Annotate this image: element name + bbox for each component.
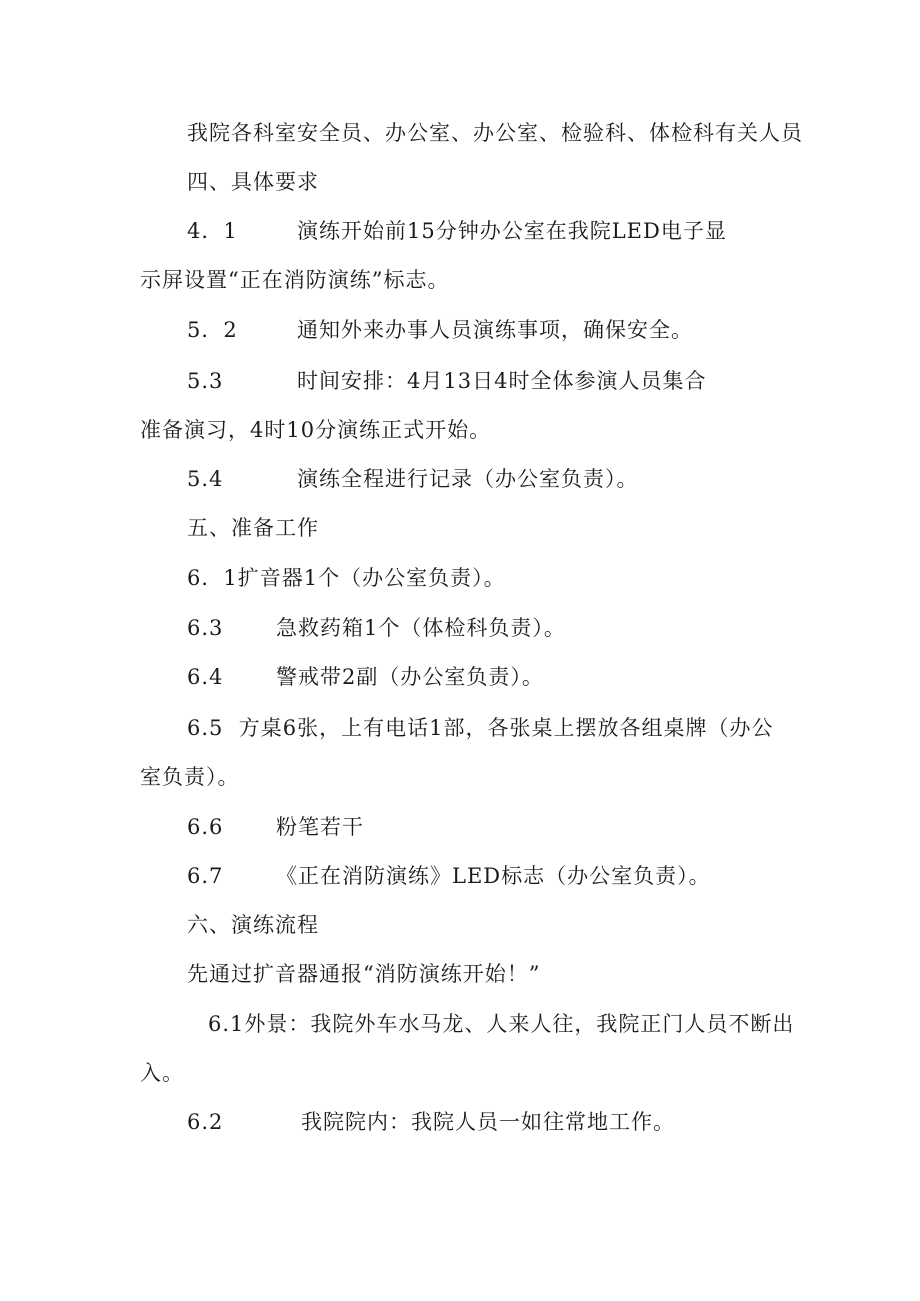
- participants-text: 我院各科室安全员、办公室、办公室、检验科、体检科有关人员: [187, 121, 803, 145]
- section-heading-6: [187, 911, 319, 939]
- section-heading-5-text: 五、准备工作: [187, 516, 319, 540]
- item-6-3-number: 6.3: [187, 616, 224, 640]
- item-6-5-continuation: [140, 763, 240, 791]
- item-6-4-number: 6.4: [187, 665, 224, 689]
- drill-start-text: 先通过扩音器通报“消防演练开始！”: [187, 962, 541, 986]
- item-5-3-continuation: [140, 416, 491, 444]
- step-6-2-text: 我院院内：我院人员一如往常地工作。: [301, 1110, 675, 1134]
- item-6-6-prep: [187, 813, 364, 841]
- item-6-5-text: 6.5 方桌6张，上有电话1部，各张桌上摆放各组桌牌（办公: [187, 716, 774, 740]
- item-6-1-prep-text: 6．1扩音器1个（办公室负责）。: [187, 566, 506, 590]
- item-5-4-text: 演练全程进行记录（办公室负责）。: [297, 467, 639, 491]
- item-4-1-text: 演练开始前15分钟办公室在我院LED电子显: [297, 219, 727, 243]
- item-6-1-prep: [187, 564, 506, 592]
- item-5-2: [187, 316, 693, 344]
- item-5-3: [187, 367, 706, 395]
- item-6-5-continuation-text: 室负责）。: [140, 765, 240, 789]
- step-6-2: [187, 1108, 675, 1136]
- step-6-2-number: 6.2: [187, 1110, 224, 1134]
- item-5-4: [187, 465, 639, 493]
- step-6-1-continuation: [140, 1059, 184, 1087]
- item-6-7-number: 6.7: [187, 864, 224, 888]
- item-6-4-text: 警戒带2副（办公室负责）。: [276, 665, 544, 689]
- item-4-1-continuation: [140, 266, 449, 294]
- item-5-4-number: 5.4: [187, 467, 224, 491]
- item-5-3-continuation-text: 准备演习，4时10分演练正式开始。: [140, 418, 492, 442]
- item-6-6-number: 6.6: [187, 815, 224, 839]
- item-5-2-number: 5．2: [187, 318, 238, 342]
- item-6-7-prep: [187, 862, 711, 890]
- step-6-1-continuation-text: 入。: [140, 1061, 184, 1085]
- item-5-2-text: 通知外来办事人员演练事项，确保安全。: [297, 318, 693, 342]
- section-heading-4: [187, 168, 319, 196]
- item-5-3-number: 5.3: [187, 369, 224, 393]
- step-6-1-text: 6.1外景：我院外车水马龙、人来人往，我院正门人员不断出: [208, 1012, 795, 1036]
- item-6-5-prep: [187, 714, 773, 742]
- drill-start-line: [187, 960, 540, 988]
- section-heading-4-text: 四、具体要求: [187, 170, 319, 194]
- step-6-1: [208, 1010, 794, 1038]
- section-heading-5: [187, 514, 319, 542]
- section-heading-6-text: 六、演练流程: [187, 913, 319, 937]
- item-6-7-text: 《正在消防演练》LED标志（办公室负责）。: [276, 864, 711, 888]
- item-6-4-prep: [187, 663, 544, 691]
- item-4-1-continuation-text: 示屏设置“正在消防演练”标志。: [140, 268, 450, 292]
- item-4-1: [187, 217, 727, 245]
- item-6-6-text: 粉笔若干: [276, 815, 364, 839]
- participants-line: [187, 119, 803, 147]
- item-5-3-text: 时间安排：4月13日4时全体参演人员集合: [297, 369, 707, 393]
- item-6-3-prep: [187, 614, 566, 642]
- item-6-3-text: 急救药箱1个（体检科负责）。: [276, 616, 566, 640]
- item-4-1-number: 4．1: [187, 219, 238, 243]
